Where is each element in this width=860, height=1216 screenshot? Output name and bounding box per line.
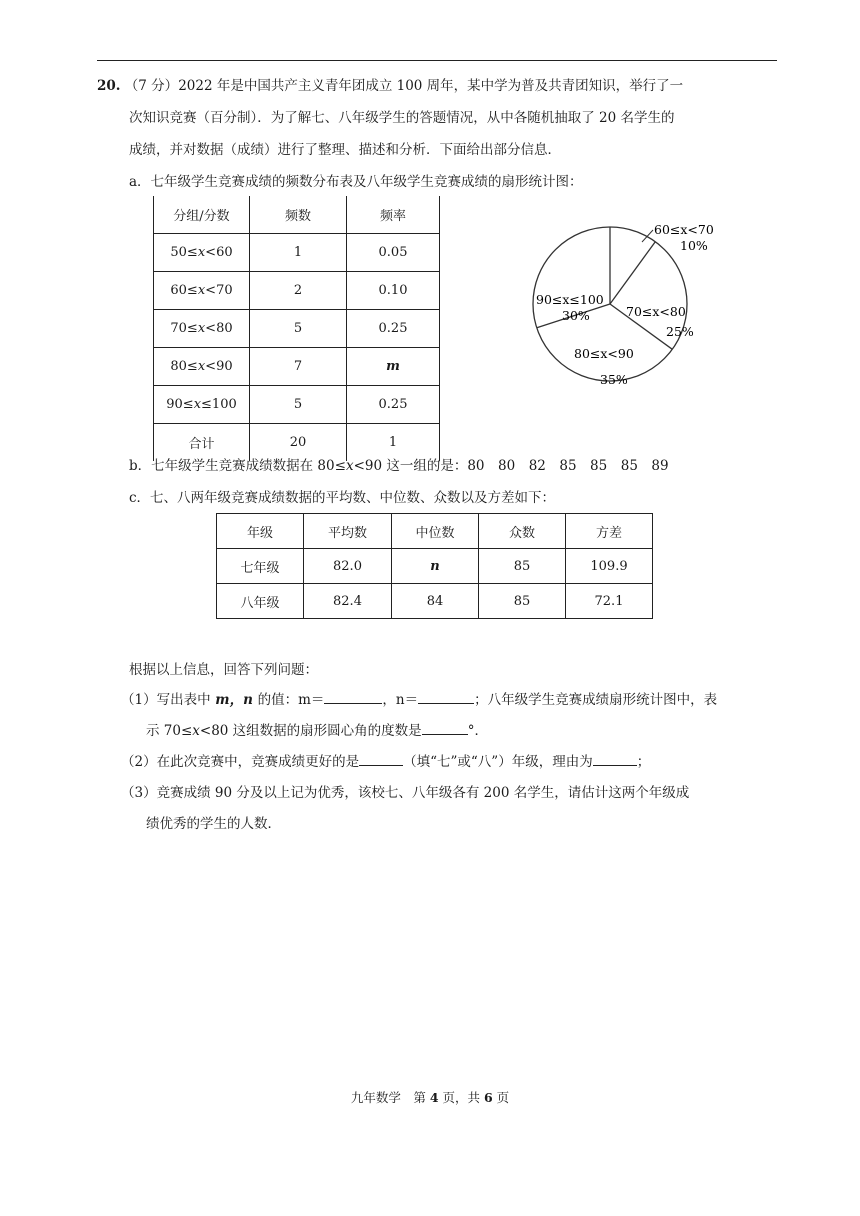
stats-cell: 84 <box>392 584 479 619</box>
freq-total-rate: 1 <box>347 424 440 462</box>
pie-slice-percent: 30% <box>562 308 590 323</box>
question-2-line: （2）在此次竞赛中，竞赛成绩更好的是 （填“七”或“八”）年级，理由为 ； <box>121 754 651 770</box>
freq-group: 50≤x<60 <box>154 234 250 272</box>
pie-slice-percent: 35% <box>600 372 628 387</box>
part-b-text: b．七年级学生竞赛成绩数据在 80≤x<90 这一组的是：80 80 82 85 85 85 89 <box>129 458 669 474</box>
freq-header-rate: 频率 <box>347 196 440 234</box>
stats-header-mode: 众数 <box>479 514 566 549</box>
freq-row <box>154 310 440 348</box>
freq-header-row <box>154 196 440 234</box>
answer-blank-angle[interactable] <box>422 734 468 735</box>
pie-slice-label: 80≤x<90 <box>574 346 634 361</box>
answer-blank-n[interactable] <box>418 703 474 704</box>
answer-blank-m[interactable] <box>324 703 382 704</box>
grade8-pie-chart <box>520 212 750 412</box>
pie-slice-label: 90≤x≤100 <box>536 292 604 307</box>
question-stem-2: 次知识竞赛（百分制）．为了解七、八年级学生的答题情况，从中各随机抽取了 20 名学生的 <box>129 110 675 126</box>
frequency-table <box>153 196 440 461</box>
freq-rate: 0.25 <box>347 386 440 424</box>
stats-row <box>217 549 653 584</box>
stats-header-grade: 年级 <box>217 514 304 549</box>
stats-cell: 85 <box>479 549 566 584</box>
stats-cell: 七年级 <box>217 549 304 584</box>
stats-cell: 85 <box>479 584 566 619</box>
freq-row <box>154 272 440 310</box>
answer-blank-grade[interactable] <box>359 765 403 766</box>
question-1-line-1: （1）写出表中 m，n 的值：m＝ ，n＝ ；八年级学生竞赛成绩扇形统计图中，表 <box>121 692 718 708</box>
page-footer: 九年数学 第 4 页，共 6 页 <box>350 1090 510 1105</box>
pie-slice-label: 70≤x<80 <box>626 304 686 319</box>
stats-cell: n <box>392 549 479 584</box>
freq-count: 2 <box>250 272 347 310</box>
stats-cell: 72.1 <box>566 584 653 619</box>
question-points: （7 分） <box>124 78 179 94</box>
freq-group: 80≤x<90 <box>154 348 250 386</box>
footer-page-total: 6 <box>483 1090 493 1105</box>
freq-header-group: 分组/分数 <box>154 196 250 234</box>
freq-count: 5 <box>250 310 347 348</box>
question-3-line-2: 绩优秀的学生的人数． <box>146 816 281 832</box>
stats-header-row <box>217 514 653 549</box>
stats-cell: 82.4 <box>304 584 392 619</box>
stats-header-mean: 平均数 <box>304 514 392 549</box>
freq-row <box>154 386 440 424</box>
freq-count: 5 <box>250 386 347 424</box>
question-stem-3: 成绩，并对数据（成绩）进行了整理、描述和分析．下面给出部分信息． <box>129 142 561 158</box>
top-rule <box>97 60 777 61</box>
question-stem-1: 2022 年是中国共产主义青年团成立 100 周年，某中学为普及共青团知识，举行了一 <box>178 78 684 94</box>
stats-row <box>217 584 653 619</box>
question-1-line-2: 示 70≤x<80 这组数据的扇形圆心角的度数是 °． <box>146 723 488 739</box>
questions-intro: 根据以上信息，回答下列问题： <box>129 662 318 678</box>
stats-cell: 109.9 <box>566 549 653 584</box>
pie-slice-percent: 25% <box>666 324 694 339</box>
freq-row <box>154 234 440 272</box>
stats-cell: 82.0 <box>304 549 392 584</box>
stats-header-variance: 方差 <box>566 514 653 549</box>
freq-rate: 0.25 <box>347 310 440 348</box>
freq-total-label: 合计 <box>154 424 250 462</box>
freq-rate: m <box>347 348 440 386</box>
part-a-text: a．七年级学生竞赛成绩的频数分布表及八年级学生竞赛成绩的扇形统计图： <box>129 174 583 190</box>
freq-total-count: 20 <box>250 424 347 462</box>
freq-row <box>154 348 440 386</box>
footer-page-number: 4 <box>429 1090 439 1105</box>
freq-count: 1 <box>250 234 347 272</box>
freq-group: 90≤x≤100 <box>154 386 250 424</box>
answer-blank-reason[interactable] <box>593 765 637 766</box>
freq-group: 70≤x<80 <box>154 310 250 348</box>
question-number: 20. <box>97 78 121 94</box>
freq-header-count: 频数 <box>250 196 347 234</box>
stats-cell: 八年级 <box>217 584 304 619</box>
freq-count: 7 <box>250 348 347 386</box>
freq-rate: 0.10 <box>347 272 440 310</box>
pie-slice-label: 60≤x<70 <box>654 222 714 237</box>
stats-header-median: 中位数 <box>392 514 479 549</box>
question-3-line-1: （3）竞赛成绩 90 分及以上记为优秀，该校七、八年级各有 200 名学生，请估计这两个年级成 <box>121 785 690 801</box>
part-c-text: c．七、八两年级竞赛成绩数据的平均数、中位数、众数以及方差如下： <box>129 490 556 506</box>
pie-slice-percent: 10% <box>680 238 708 253</box>
question-line-1 <box>97 74 683 94</box>
stats-table <box>216 513 653 619</box>
freq-group: 60≤x<70 <box>154 272 250 310</box>
freq-rate: 0.05 <box>347 234 440 272</box>
